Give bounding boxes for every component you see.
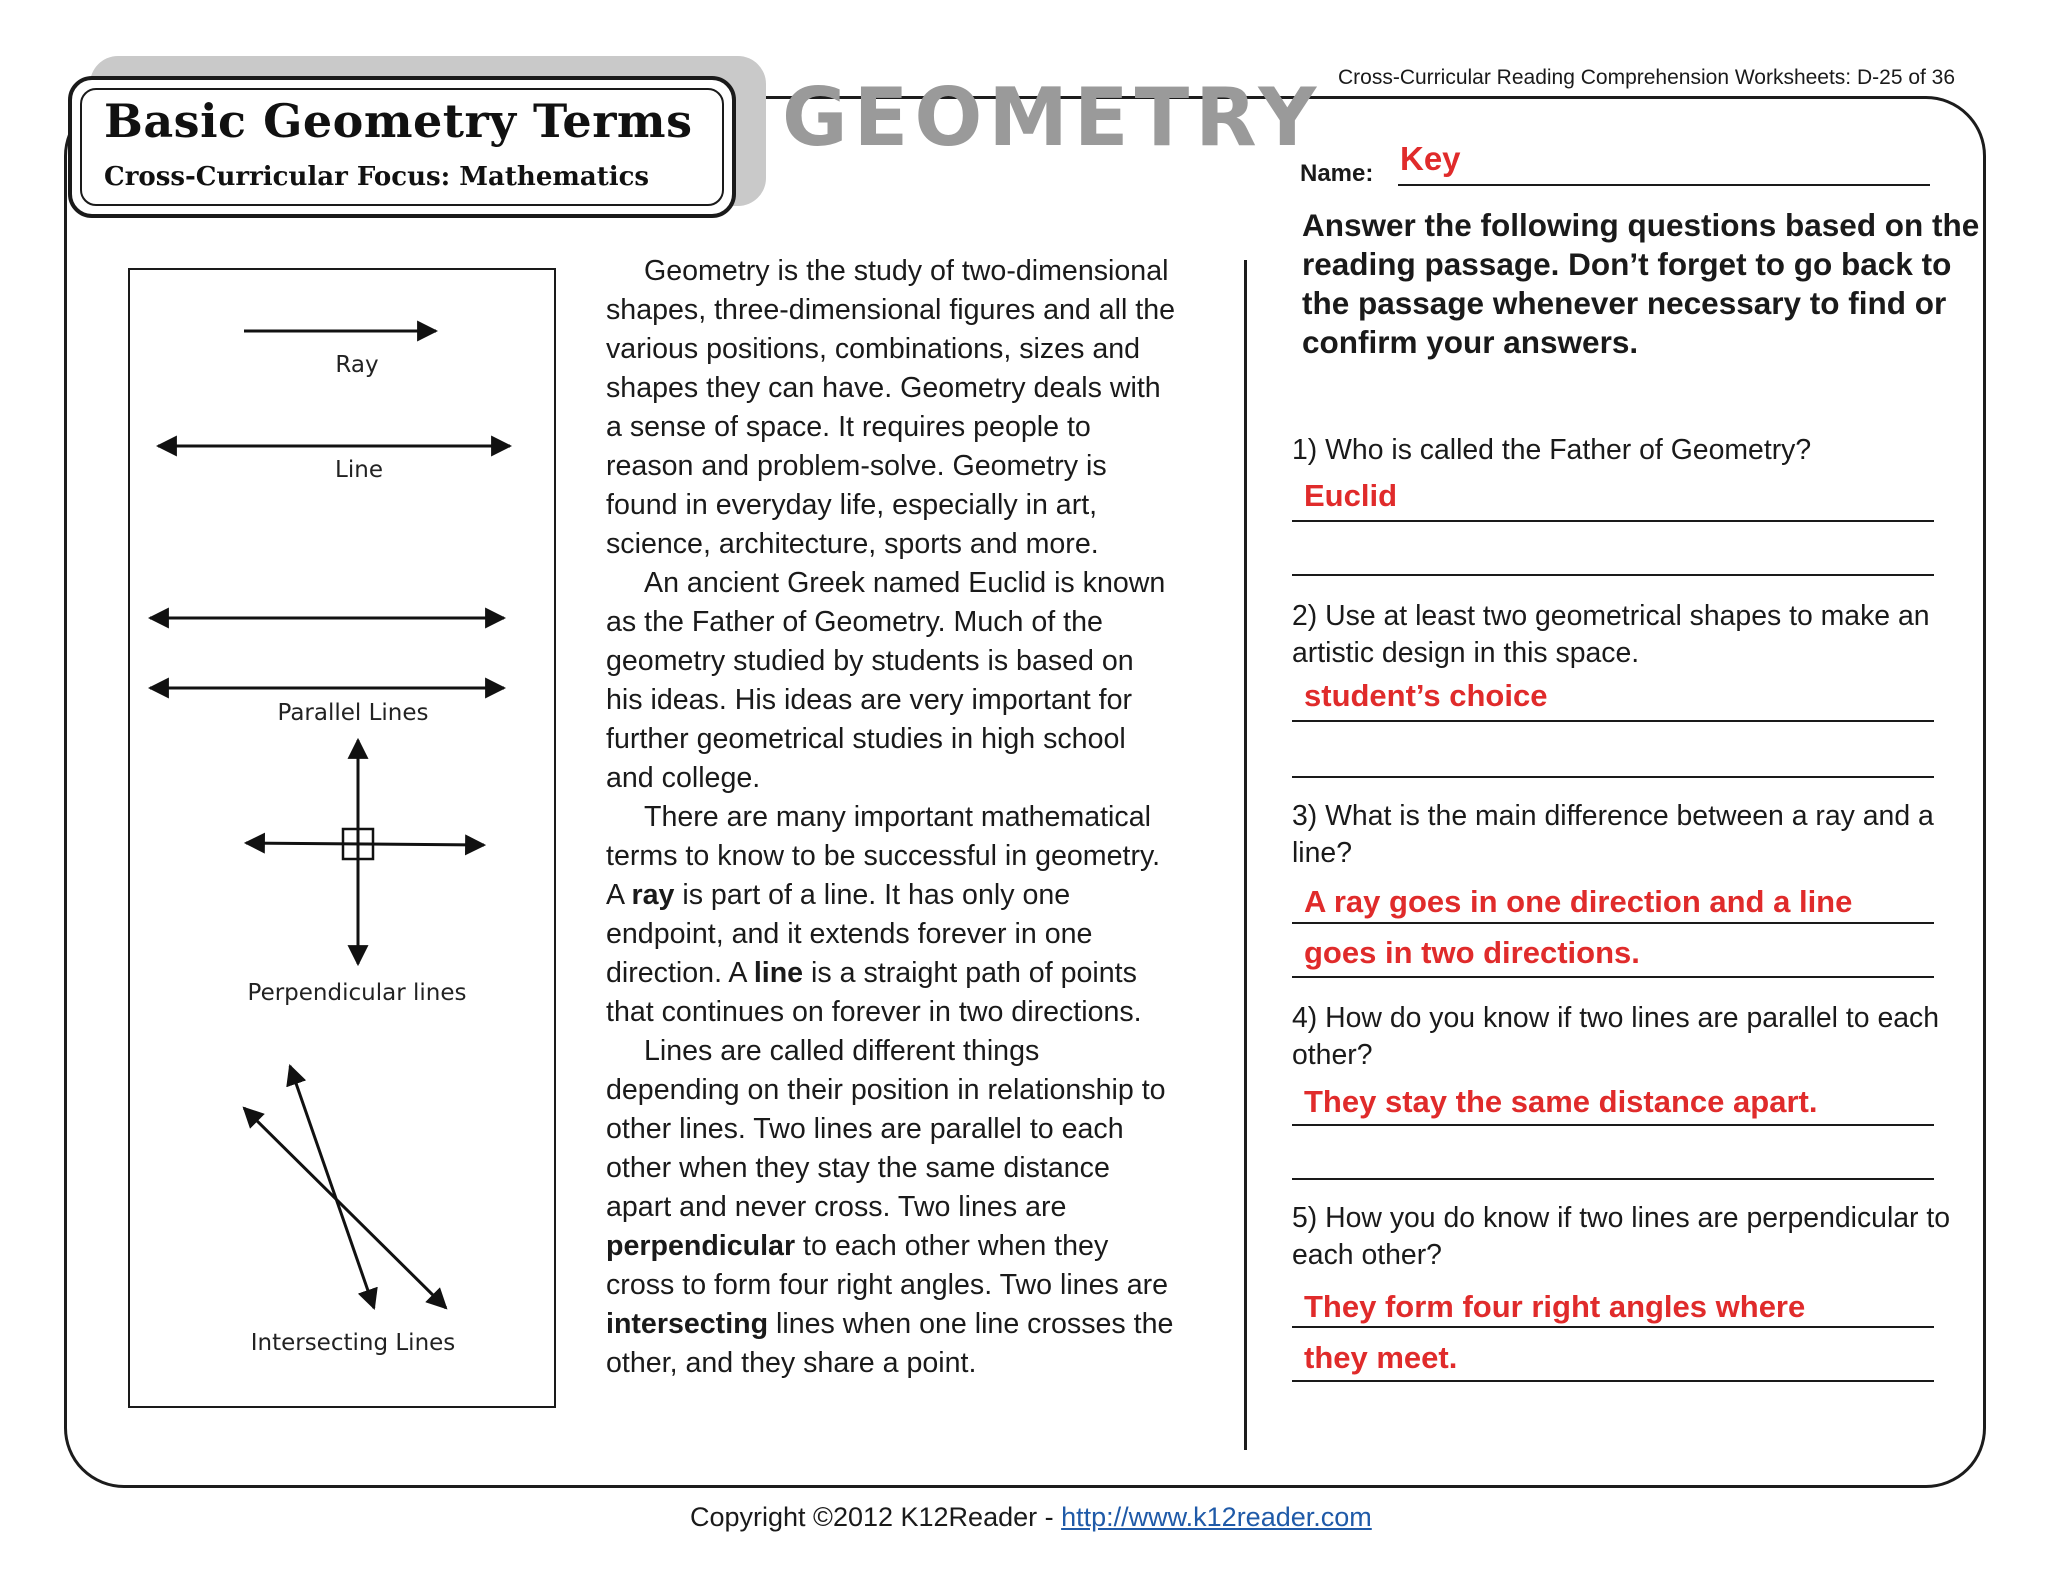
passage-paragraph: Geometry is the study of two-dimensional shapes, three-dimensional figures and all the various positions, combinations, sizes and shapes they can have. Geometry deals with a sense of space. It requires people to reason and problem-solve. Geometry is found in everyday life, especially in art, science, architecture, sports and more. [606, 255, 1176, 560]
answer-line [1292, 720, 1934, 722]
perpendicular-lines-diagram [246, 740, 484, 964]
title-badge [68, 76, 736, 218]
question-5: 5) How you do know if two lines are perpendicular to each other? [1292, 1202, 1951, 1271]
parallel-lines-diagram [150, 618, 504, 688]
geometry-banner: GEOMETRY [782, 71, 1323, 164]
question-3: 3) What is the main difference between a ray and a line? [1292, 800, 1934, 869]
answer-5-line1: They form four right angles where [1304, 1289, 1806, 1324]
answer-5-line2: they meet. [1304, 1340, 1458, 1375]
passage-paragraph: Lines are called different things depending on their position in relationship to other lines. Two lines are parallel to each other when they stay the same distance apart and never cross. Two lines are perpendicular to each other when they cross to form four right angles. Two lines are intersecting lines when one line crosses the other, and they share a point. [606, 1035, 1174, 1379]
diagram-drawings [128, 268, 556, 1408]
line-label: Line [335, 457, 383, 483]
answer-line [1292, 1124, 1934, 1126]
answer-line [1292, 922, 1934, 924]
term-line: line [753, 957, 804, 989]
answer-3-line2: goes in two directions. [1304, 935, 1640, 970]
worksheet-id: Cross-Curricular Reading Comprehension Worksheets: D-25 of 36 [1338, 66, 1956, 89]
answer-line [1292, 1326, 1934, 1328]
intersecting-lines-label: Intersecting Lines [250, 1330, 456, 1356]
answer-line [1292, 1380, 1934, 1382]
name-value: Key [1400, 140, 1461, 177]
name-field-line [1398, 184, 1930, 186]
question-4: 4) How do you know if two lines are parallel to each other? [1292, 1002, 1940, 1071]
perpendicular-lines-label: Perpendicular lines [247, 980, 467, 1006]
column-divider [1244, 260, 1247, 1450]
parallel-lines-label: Parallel Lines [277, 700, 429, 726]
answer-line [1292, 574, 1934, 576]
answer-line [1292, 976, 1934, 978]
passage-paragraph: There are many important mathematical terms to know to be successful in geometry. A ray is part of a line. It has only one endpoint, and it extends forever in one direction. A line is a straight path of points that continues on forever in two directions. [606, 801, 1161, 1028]
passage-paragraph: An ancient Greek named Euclid is known as the Father of Geometry. Much of the geometry studied by students is based on his ideas. His ideas are very important for further geometrical studies in high school and college. [606, 567, 1166, 794]
answer-1: Euclid [1304, 478, 1398, 513]
answer-4: They stay the same distance apart. [1304, 1084, 1818, 1119]
answer-line [1292, 520, 1934, 522]
ray-label: Ray [335, 352, 379, 378]
reading-passage [606, 252, 1176, 1383]
term-intersecting: intersecting [606, 1308, 769, 1340]
name-label: Name: [1300, 160, 1374, 187]
instructions: Answer the following questions based on the reading passage. Don’t forget to go back to the passage whenever necessary to find or confirm your answers. [1302, 207, 1980, 360]
page-title: Basic Geometry Terms [104, 94, 693, 148]
intersecting-lines-diagram [244, 1066, 446, 1308]
answer-line [1292, 776, 1934, 778]
answer-2: student’s choice [1304, 678, 1548, 713]
k12reader-link[interactable]: http://www.k12reader.com [1061, 1502, 1372, 1532]
term-ray: ray [631, 879, 675, 911]
answer-3-line1: A ray goes in one direction and a line [1304, 884, 1853, 919]
copyright: Copyright ©2012 K12Reader - http://www.k12reader.com [690, 1502, 1372, 1532]
question-2: 2) Use at least two geometrical shapes to make an artistic design in this space. [1292, 600, 1930, 669]
answer-line [1292, 1178, 1934, 1180]
page-subtitle: Cross-Curricular Focus: Mathematics [104, 162, 650, 192]
term-perpendicular: perpendicular [606, 1230, 796, 1262]
question-1: 1) Who is called the Father of Geometry? [1292, 434, 1812, 466]
